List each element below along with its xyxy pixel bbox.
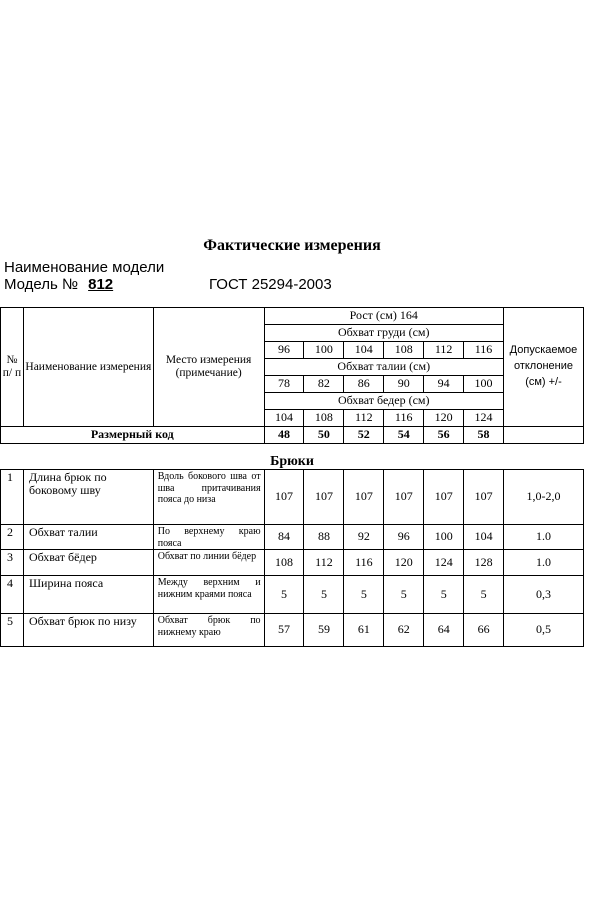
- size-code-empty: [503, 427, 583, 444]
- waist-value: 100: [464, 376, 504, 393]
- row-value: 5: [304, 576, 344, 614]
- hips-value: 120: [424, 410, 464, 427]
- row-value: 107: [424, 470, 464, 525]
- waist-value: 86: [344, 376, 384, 393]
- chest-label: Обхват груди (см): [264, 325, 503, 342]
- row-tolerance: 1,0-2,0: [504, 470, 584, 525]
- header-table: [0, 307, 584, 444]
- waist-value: 90: [384, 376, 424, 393]
- row-name: Обхват бёдер: [23, 550, 153, 576]
- section-title: Брюки: [270, 454, 314, 469]
- size-code-label: Размерный код: [1, 427, 265, 444]
- standard-label: ГОСТ 25294-2003: [209, 276, 332, 293]
- row-value: 107: [464, 470, 504, 525]
- row-value: 128: [464, 550, 504, 576]
- row-tolerance: 1.0: [504, 550, 584, 576]
- table-row: [1, 614, 584, 647]
- tolerance-header: Допускаемое отклонение (см) +/-: [503, 308, 583, 427]
- row-number: 1: [1, 470, 24, 525]
- table-row: [1, 470, 584, 525]
- row-value: 112: [304, 550, 344, 576]
- row-value: 84: [264, 525, 304, 550]
- waist-value: 78: [264, 376, 304, 393]
- row-value: 61: [344, 614, 384, 647]
- row-tolerance: 0,3: [504, 576, 584, 614]
- size-code: 54: [384, 427, 424, 444]
- table-row: [1, 525, 584, 550]
- row-number: 2: [1, 525, 24, 550]
- row-tolerance: 0,5: [504, 614, 584, 647]
- chest-value: 104: [344, 342, 384, 359]
- chest-value: 108: [384, 342, 424, 359]
- row-place: Вдоль бокового шва от шва притачивания пояса до низа: [153, 470, 264, 525]
- row-number: 3: [1, 550, 24, 576]
- row-name: Ширина пояса: [23, 576, 153, 614]
- row-name: Обхват брюк по низу: [23, 614, 153, 647]
- row-value: 107: [384, 470, 424, 525]
- col-no-header: № п/ п: [1, 308, 24, 427]
- chest-value: 100: [304, 342, 344, 359]
- row-value: 88: [304, 525, 344, 550]
- row-value: 107: [264, 470, 304, 525]
- row-value: 104: [464, 525, 504, 550]
- hips-value: 124: [464, 410, 504, 427]
- hips-value: 108: [304, 410, 344, 427]
- row-value: 116: [344, 550, 384, 576]
- row-value: 64: [424, 614, 464, 647]
- chest-value: 116: [464, 342, 504, 359]
- waist-value: 82: [304, 376, 344, 393]
- row-place: По верхнему краю пояса: [153, 525, 264, 550]
- row-value: 5: [384, 576, 424, 614]
- row-place: Обхват брюк по нижнему краю: [153, 614, 264, 647]
- row-place: Между верхним и нижним краями пояса: [153, 576, 264, 614]
- row-tolerance: 1.0: [504, 525, 584, 550]
- row-value: 57: [264, 614, 304, 647]
- row-value: 5: [464, 576, 504, 614]
- row-name: Длина брюк по боковому шву: [23, 470, 153, 525]
- row-value: 96: [384, 525, 424, 550]
- size-code: 52: [344, 427, 384, 444]
- page-title: Фактические измерения: [203, 237, 381, 254]
- table-row: [1, 576, 584, 614]
- model-number: 812: [88, 276, 114, 293]
- row-value: 5: [424, 576, 464, 614]
- size-code: 56: [424, 427, 464, 444]
- row-number: 4: [1, 576, 24, 614]
- model-label: Модель №: [4, 276, 79, 293]
- hips-label: Обхват бедер (см): [264, 393, 503, 410]
- row-value: 62: [384, 614, 424, 647]
- row-number: 5: [1, 614, 24, 647]
- size-code: 48: [264, 427, 304, 444]
- row-value: 59: [304, 614, 344, 647]
- row-value: 5: [264, 576, 304, 614]
- waist-label: Обхват талии (см): [264, 359, 503, 376]
- row-name: Обхват талии: [23, 525, 153, 550]
- height-header: Рост (см) 164: [264, 308, 503, 325]
- row-value: 107: [344, 470, 384, 525]
- size-code: 50: [304, 427, 344, 444]
- row-value: 92: [344, 525, 384, 550]
- hips-value: 104: [264, 410, 304, 427]
- waist-value: 94: [424, 376, 464, 393]
- row-value: 66: [464, 614, 504, 647]
- row-value: 124: [424, 550, 464, 576]
- col-place-header: Место измерения (примечание): [153, 308, 264, 427]
- col-name-header: Наименование измерения: [23, 308, 153, 427]
- row-place: Обхват по линии бёдер: [153, 550, 264, 576]
- measurements-table: [0, 469, 584, 647]
- row-value: 107: [304, 470, 344, 525]
- size-code: 58: [464, 427, 504, 444]
- row-value: 120: [384, 550, 424, 576]
- row-value: 5: [344, 576, 384, 614]
- row-value: 108: [264, 550, 304, 576]
- model-name-label: Наименование модели: [4, 259, 165, 276]
- table-row: [1, 550, 584, 576]
- chest-value: 96: [264, 342, 304, 359]
- chest-value: 112: [424, 342, 464, 359]
- model-line: [4, 276, 127, 293]
- hips-value: 116: [384, 410, 424, 427]
- row-value: 100: [424, 525, 464, 550]
- hips-value: 112: [344, 410, 384, 427]
